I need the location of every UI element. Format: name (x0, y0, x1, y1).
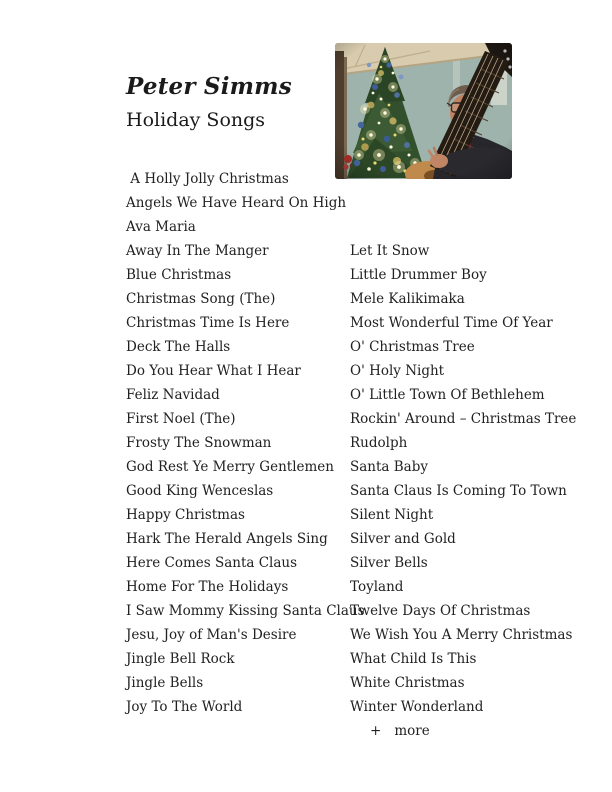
song-item: Toyland (350, 579, 404, 595)
song-item: Santa Baby (350, 459, 428, 475)
song-list-right-column (350, 191, 576, 791)
song-item: A Holly Jolly Christmas (126, 171, 289, 187)
song-item: Frosty The Snowman (126, 435, 272, 451)
song-item: Angels We Have Heard On High (126, 195, 347, 211)
song-item: Feliz Navidad (126, 387, 220, 403)
song-list-left-column (126, 167, 365, 719)
page-subtitle: Holiday Songs (126, 109, 266, 131)
song-item: O' Little Town Of Bethlehem (350, 387, 545, 403)
song-item: What Child Is This (350, 651, 477, 667)
artist-name: Peter Simms (126, 73, 292, 100)
song-item: Twelve Days Of Christmas (350, 603, 531, 619)
song-item: Joy To The World (126, 699, 243, 715)
song-item: Rockin' Around – Christmas Tree (350, 411, 577, 427)
song-item: Silver and Gold (350, 531, 456, 547)
song-item: Mele Kalikimaka (350, 291, 465, 307)
song-item: Good King Wenceslas (126, 483, 274, 499)
song-item: Christmas Song (The) (126, 291, 276, 307)
song-item: Jingle Bells (126, 675, 204, 691)
song-item: Little Drummer Boy (350, 267, 487, 283)
song-item: Christmas Time Is Here (126, 315, 290, 331)
song-item: God Rest Ye Merry Gentlemen (126, 459, 334, 475)
song-item: Deck The Halls (126, 339, 231, 355)
song-item: Rudolph (350, 435, 408, 451)
song-item: O' Christmas Tree (350, 339, 475, 355)
song-item: Let It Snow (350, 243, 430, 259)
song-item: Winter Wonderland (350, 699, 484, 715)
more-row (350, 719, 576, 743)
song-item: Santa Claus Is Coming To Town (350, 483, 567, 499)
song-item: Blue Christmas (126, 267, 232, 283)
song-item: Silent Night (350, 507, 434, 523)
song-item: Hark The Herald Angels Sing (126, 531, 328, 547)
page-header (126, 73, 292, 132)
artist-photo (335, 43, 512, 179)
song-item: We Wish You A Merry Christmas (350, 627, 573, 643)
song-item: Happy Christmas (126, 507, 245, 523)
artist-photo-illustration (335, 43, 512, 179)
song-item: Jesu, Joy of Man's Desire (126, 627, 297, 643)
song-item: Jingle Bell Rock (126, 651, 235, 667)
song-item: First Noel (The) (126, 411, 236, 427)
song-item: I Saw Mommy Kissing Santa Claus (126, 603, 365, 619)
song-item: Here Comes Santa Claus (126, 555, 298, 571)
song-item: Away In The Manger (126, 243, 269, 259)
song-item: Home For The Holidays (126, 579, 289, 595)
song-item: Most Wonderful Time Of Year (350, 315, 553, 331)
song-item: Do You Hear What I Hear (126, 363, 301, 379)
song-item: Ava Maria (126, 219, 196, 235)
more-label: more (394, 723, 430, 739)
song-item: Silver Bells (350, 555, 428, 571)
song-item: O' Holy Night (350, 363, 445, 379)
plus-sign: + (370, 723, 382, 739)
song-item: White Christmas (350, 675, 465, 691)
